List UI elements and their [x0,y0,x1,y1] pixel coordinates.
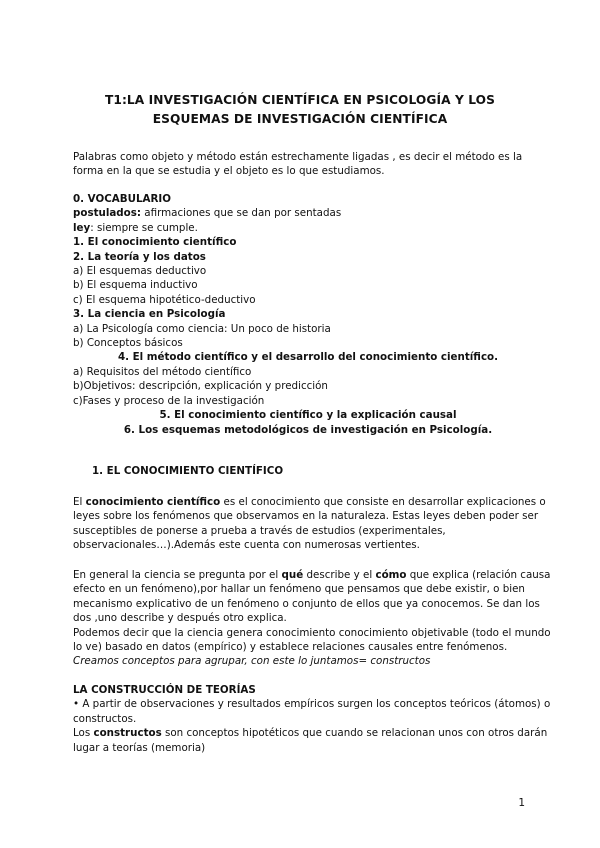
s1-p2-line-6: lo ve) basado en datos (empírico) y establece relaciones causales entre fenómenos. [73,641,508,654]
theory-l3-text-c: son conceptos hipotéticos que cuando se relacionan unos con otros darán [161,727,548,740]
s1-p2-line-7: Creamos conceptos para agrupar, con este lo juntamos= constructos [73,655,431,668]
intro-line-2: forma en la que se estudia y el objeto es lo que estudiamos. [73,165,385,178]
intro-line-1: Palabras como objeto y método están estrechamente ligadas , es decir el método es la [73,151,523,163]
page-number: 1 [518,797,525,809]
toc-item-3a: a) La Psicología como ciencia: Un poco de historia [73,322,331,335]
toc-item-3: 3. La ciencia en Psicología [73,308,226,321]
section-1-heading-block [92,464,562,478]
theory-l3-text-a: Los [73,727,94,740]
toc-item-4: 4. El método científico y el desarrollo del conocimiento científico. [117,351,499,364]
ley-entry [73,221,543,235]
section-1-paragraph-2 [73,568,551,669]
s1-p2-line-2: efecto en un fenómeno),por hallar un fenómeno que pensamos que debe existir, o bien [73,583,525,596]
s1-p2-bold-como: cómo [375,569,407,581]
title-line-1: T1:LA INVESTIGACIÓN CIENTÍFICA EN PSICOLOGÍA Y LOS [104,93,496,107]
section-1-paragraph-1 [73,495,546,553]
theory-heading: LA CONSTRUCCIÓN DE TEORÍAS [73,684,256,696]
s1-p2-line-5: Podemos decir que la ciencia genera conocimiento conocimiento objetivable (todo el mundo [73,626,551,639]
s1-p2-line-1 [73,568,551,582]
s1-p1-line-4: observacionales…).Además este cuenta con numerosas vertientes. [73,539,420,552]
s1-p2-text-c: describe y el [303,569,376,581]
theory-line-3 [73,726,548,740]
postulados-term: postulados: [73,207,141,220]
s1-p1-text-a: El [73,496,86,508]
toc-item-6: 6. Los esquemas metodológicos de investigación en Psicología. [123,423,493,436]
document-title [60,91,540,129]
s1-p1-line-1 [73,495,546,509]
toc-item-4a: a) Requisitos del método científico [73,365,252,378]
ley-term: ley [73,221,91,234]
theory-line-2: constructos. [73,712,137,725]
theory-line-4: lugar a teorías (memoria) [73,741,206,754]
section-1-heading: 1. EL CONOCIMIENTO CIENTÍFICO [92,465,284,477]
toc-item-3b: b) Conceptos básicos [73,337,183,350]
theory-section [73,683,551,755]
s1-p1-text-c: es el conocimiento que consiste en desarrollar explicaciones o [220,496,546,508]
toc-item-2a: a) El esquemas deductivo [73,265,207,278]
s1-p1-line-3: susceptibles de ponerse a prueba a través de estudios (experimentales, [73,524,446,537]
theory-line-1: • A partir de observaciones y resultados empíricos surgen los conceptos teóricos (átomos) o [73,698,551,711]
s1-p2-text-e: que explica (relación causa [406,569,551,581]
table-of-contents [73,192,543,437]
toc-item-1: 1. El conocimiento científico [73,236,237,249]
s1-p2-text-a: En general la ciencia se pregunta por el [73,569,282,581]
toc-item-4b: b)Objetivos: descripción, explicación y predicción [73,380,328,393]
toc-item-2b: b) El esquema inductivo [73,279,198,292]
postulados-definition: afirmaciones que se dan por sentadas [141,207,342,220]
postulados-entry [73,206,543,220]
s1-p1-bold-term: conocimiento científico [85,496,221,508]
toc-item-2c: c) El esquema hipotético-deductivo [73,293,256,306]
intro-paragraph [73,150,543,179]
theory-l3-bold-constructos: constructos [93,727,162,740]
toc-item-2: 2. La teoría y los datos [73,250,206,263]
title-line-2: ESQUEMAS DE INVESTIGACIÓN CIENTÍFICA [152,112,448,126]
s1-p2-line-4: dos ,uno describe y después otro explica. [73,612,287,625]
s1-p1-line-2: leyes sobre los fenómenos que observamos en la naturaleza. Estas leyes deben poder ser [73,510,539,523]
toc-item-5: 5. El conocimiento científico y la explicación causal [159,409,457,422]
s1-p2-line-3: mecanismo explicativo de un fenómeno o conjunto de ellos que ya conocemos. Se dan los [73,597,540,610]
vocab-heading: 0. VOCABULARIO [73,193,171,205]
s1-p2-bold-que: qué [281,569,304,581]
toc-item-4c: c)Fases y proceso de la investigación [73,394,265,407]
ley-definition: : siempre se cumple. [90,221,198,234]
